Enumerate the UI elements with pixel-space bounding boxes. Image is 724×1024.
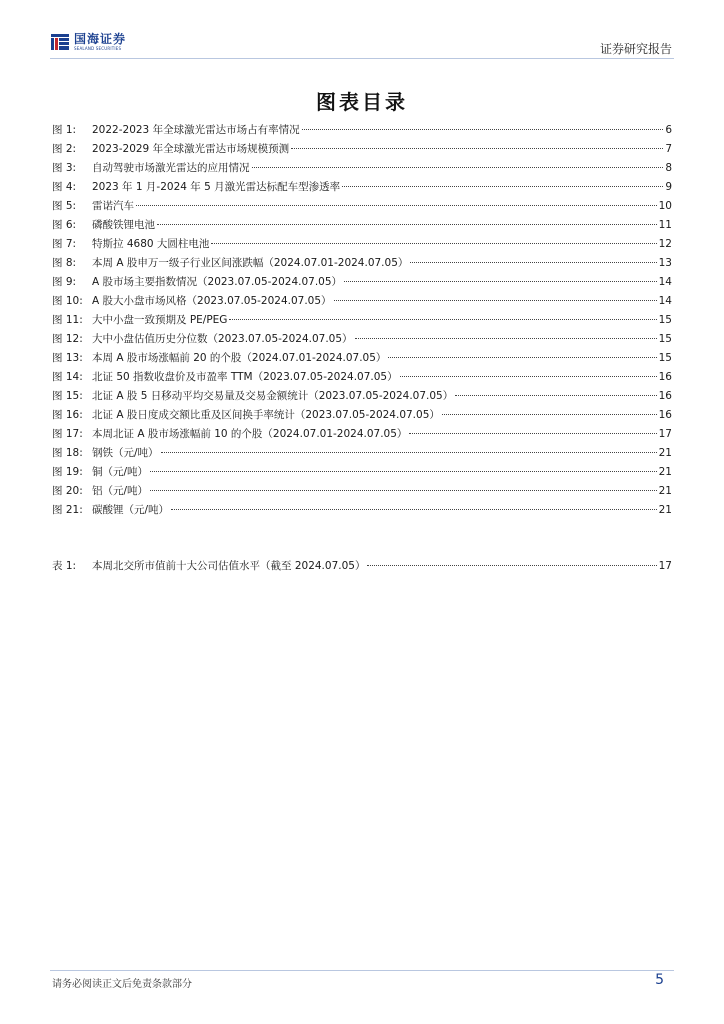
entry-page: 15 — [658, 333, 672, 345]
entry-number: 图 21: — [52, 504, 83, 516]
entry-title: 铝（元/吨） — [92, 485, 149, 497]
page-number: 5 — [655, 972, 664, 988]
figure-toc-entry[interactable] — [52, 331, 672, 350]
footer-divider — [50, 970, 674, 971]
logo-mark-icon — [50, 32, 70, 52]
dot-leader — [334, 300, 657, 301]
figure-toc-entry[interactable] — [52, 274, 672, 293]
dot-leader — [252, 167, 664, 168]
entry-number: 图 14: — [52, 371, 83, 383]
entry-title: 本周 A 股申万一级子行业区间涨跌幅（2024.07.01-2024.07.05） — [92, 257, 409, 269]
entry-page: 16 — [658, 390, 672, 402]
entry-number: 图 2: — [52, 143, 77, 155]
figure-toc-entry[interactable] — [52, 122, 672, 141]
dot-leader — [150, 490, 657, 491]
dot-leader — [455, 395, 656, 396]
entry-title: 2023-2029 年全球激光雷达市场规模预测 — [92, 143, 290, 155]
entry-page: 16 — [658, 371, 672, 383]
dot-leader — [229, 319, 656, 320]
figure-toc-entry[interactable] — [52, 483, 672, 502]
entry-title: 本周 A 股市场涨幅前 20 的个股（2024.07.01-2024.07.05） — [92, 352, 387, 364]
dot-leader — [161, 452, 657, 453]
entry-number: 图 13: — [52, 352, 83, 364]
footer-disclaimer: 请务必阅读正文后免责条款部分 — [52, 979, 192, 990]
dot-leader — [302, 129, 664, 130]
logo-chinese-name: 国海证券 — [74, 32, 127, 46]
entry-page: 21 — [658, 447, 672, 459]
dot-leader — [410, 262, 656, 263]
figure-toc-entry[interactable] — [52, 407, 672, 426]
entry-title: A 股大小盘市场风格（2023.07.05-2024.07.05） — [92, 295, 332, 307]
entry-page: 21 — [658, 485, 672, 497]
dot-leader — [150, 471, 657, 472]
entry-number: 图 5: — [52, 200, 77, 212]
entry-number: 表 1: — [52, 560, 77, 572]
figure-toc-entry[interactable] — [52, 198, 672, 217]
figure-toc-entry[interactable] — [52, 255, 672, 274]
entry-title: 北证 A 股日度成交额比重及区间换手率统计（2023.07.05-2024.07.05） — [92, 409, 440, 421]
entry-page: 14 — [658, 295, 672, 307]
entry-title: 大中小盘估值历史分位数（2023.07.05-2024.07.05） — [92, 333, 353, 345]
table-list — [52, 558, 672, 577]
entry-title: 2022-2023 年全球激光雷达市场占有率情况 — [92, 124, 300, 136]
entry-number: 图 16: — [52, 409, 83, 421]
figure-toc-entry[interactable] — [52, 179, 672, 198]
dot-leader — [171, 509, 657, 510]
dot-leader — [157, 224, 657, 225]
entry-title: 雷诺汽车 — [92, 200, 134, 212]
table-toc-entry[interactable] — [52, 558, 672, 577]
dot-leader — [344, 281, 657, 282]
entry-title: 钢铁（元/吨） — [92, 447, 159, 459]
figure-toc-entry[interactable] — [52, 160, 672, 179]
entry-number: 图 4: — [52, 181, 77, 193]
entry-title: 特斯拉 4680 大圆柱电池 — [92, 238, 210, 250]
entry-title: 铜（元/吨） — [92, 466, 149, 478]
figure-toc-entry[interactable] — [52, 312, 672, 331]
entry-number: 图 20: — [52, 485, 83, 497]
entry-title: 本周北证 A 股市场涨幅前 10 的个股（2024.07.01-2024.07.05） — [92, 428, 408, 440]
figure-toc-entry[interactable] — [52, 236, 672, 255]
entry-number: 图 8: — [52, 257, 77, 269]
figure-toc-entry[interactable] — [52, 141, 672, 160]
entry-page: 11 — [658, 219, 672, 231]
entry-number: 图 1: — [52, 124, 77, 136]
entry-page: 8 — [665, 162, 672, 174]
entry-page: 17 — [658, 560, 672, 572]
figure-toc-entry[interactable] — [52, 388, 672, 407]
entry-page: 14 — [658, 276, 672, 288]
entry-page: 15 — [658, 352, 672, 364]
figure-toc-entry[interactable] — [52, 217, 672, 236]
figure-toc-entry[interactable] — [52, 426, 672, 445]
entry-number: 图 6: — [52, 219, 77, 231]
entry-page: 7 — [665, 143, 672, 155]
dot-leader — [409, 433, 656, 434]
entry-title: 本周北交所市值前十大公司估值水平（截至 2024.07.05） — [92, 560, 366, 572]
entry-title: 自动驾驶市场激光雷达的应用情况 — [92, 162, 250, 174]
entry-title: 2023 年 1 月-2024 年 5 月激光雷达标配车型渗透率 — [92, 181, 341, 193]
dot-leader — [342, 186, 663, 187]
entry-number: 图 9: — [52, 276, 77, 288]
figure-toc-entry[interactable] — [52, 350, 672, 369]
dot-leader — [400, 376, 657, 377]
report-type-label: 证券研究报告 — [599, 42, 672, 56]
dot-leader — [388, 357, 656, 358]
entry-page: 13 — [658, 257, 672, 269]
page-header — [0, 0, 724, 64]
entry-title: 大中小盘一致预期及 PE/PEG — [92, 314, 228, 326]
entry-page: 21 — [658, 504, 672, 516]
entry-number: 图 12: — [52, 333, 83, 345]
entry-number: 图 17: — [52, 428, 83, 440]
entry-number: 图 3: — [52, 162, 77, 174]
dot-leader — [367, 565, 656, 566]
entry-title: 磷酸铁锂电池 — [92, 219, 155, 231]
entry-number: 图 10: — [52, 295, 83, 307]
dot-leader — [355, 338, 657, 339]
logo-english-name: SEALAND SECURITIES — [74, 46, 122, 51]
entry-number: 图 18: — [52, 447, 83, 459]
dot-leader — [136, 205, 657, 206]
figure-toc-entry[interactable] — [52, 293, 672, 312]
entry-title: 碳酸锂（元/吨） — [92, 504, 170, 516]
figure-toc-entry[interactable] — [52, 464, 672, 483]
entry-number: 图 19: — [52, 466, 83, 478]
entry-page: 21 — [658, 466, 672, 478]
entry-title: A 股市场主要指数情况（2023.07.05-2024.07.05） — [92, 276, 343, 288]
entry-title: 北证 A 股 5 日移动平均交易量及交易金额统计（2023.07.05-2024.07.05） — [92, 390, 454, 402]
entry-page: 12 — [658, 238, 672, 250]
dot-leader — [211, 243, 656, 244]
entry-page: 17 — [658, 428, 672, 440]
entry-number: 图 15: — [52, 390, 83, 402]
figure-toc-entry[interactable] — [52, 369, 672, 388]
entry-page: 9 — [665, 181, 672, 193]
figure-list — [52, 122, 672, 521]
figure-toc-entry[interactable] — [52, 445, 672, 464]
entry-number: 图 7: — [52, 238, 77, 250]
entry-number: 图 11: — [52, 314, 83, 326]
entry-page: 16 — [658, 409, 672, 421]
entry-title: 北证 50 指数收盘价及市盈率 TTM（2023.07.05-2024.07.05） — [92, 371, 398, 383]
dot-leader — [291, 148, 663, 149]
company-logo — [50, 31, 126, 53]
entry-page: 10 — [658, 200, 672, 212]
figure-toc-entry[interactable] — [52, 502, 672, 521]
entry-page: 15 — [658, 314, 672, 326]
entry-page: 6 — [665, 124, 672, 136]
dot-leader — [442, 414, 657, 415]
page-title: 图表目录 — [316, 90, 408, 114]
header-divider — [50, 58, 674, 59]
